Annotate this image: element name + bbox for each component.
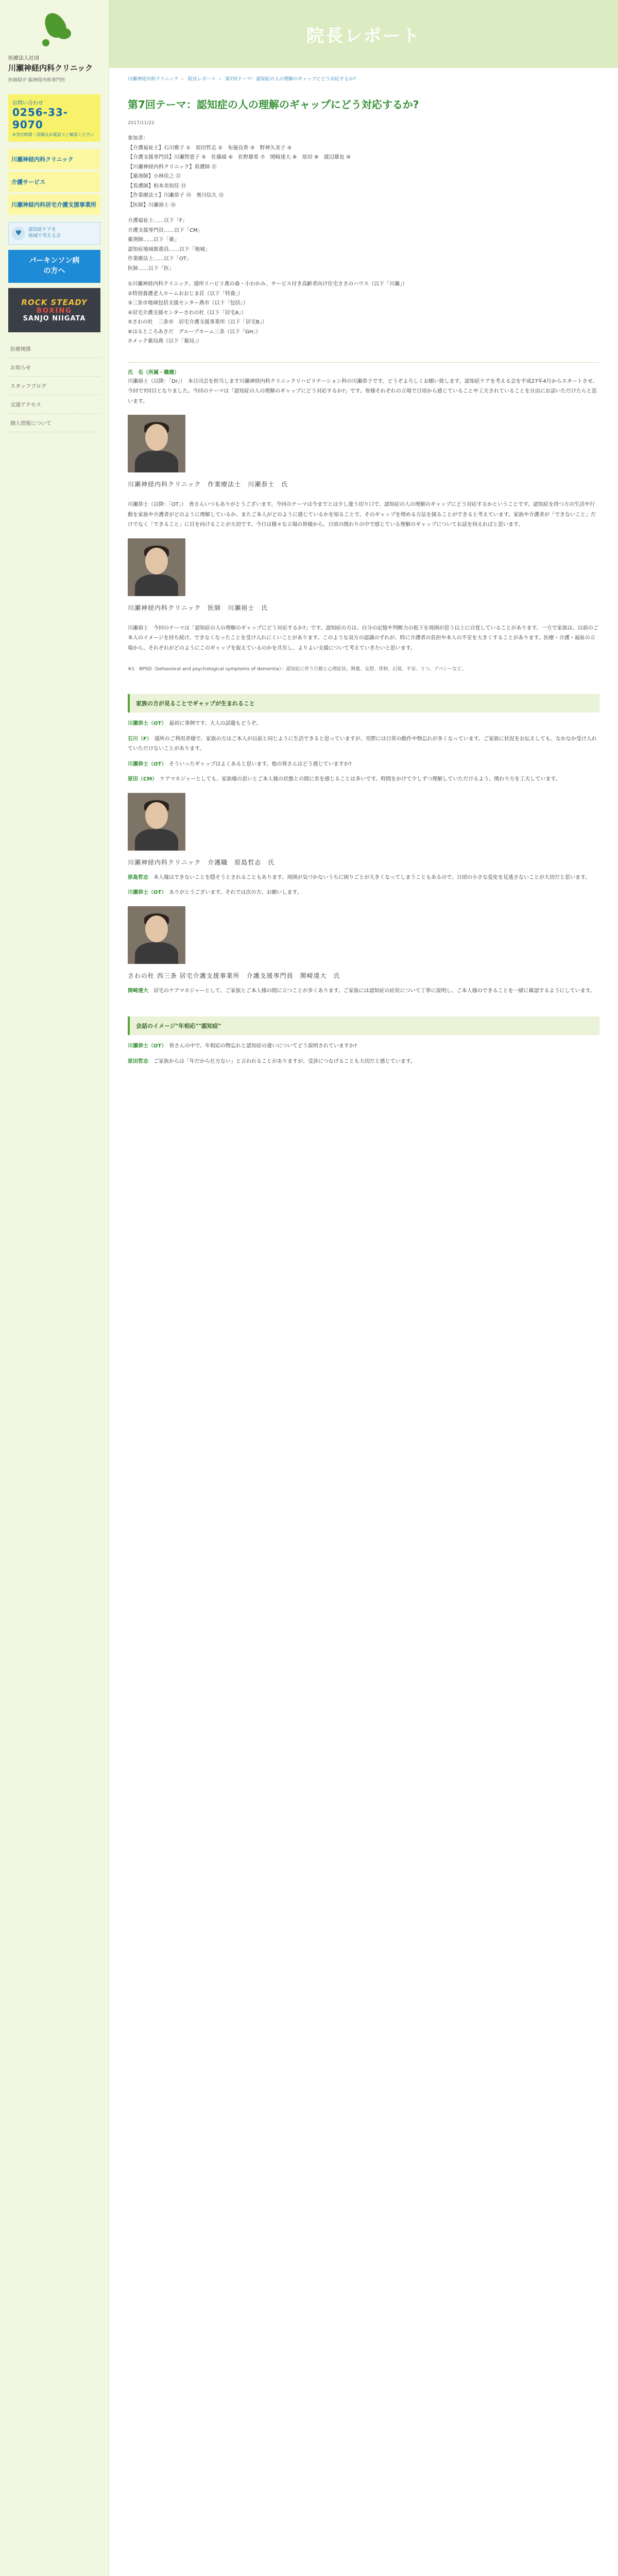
intro-line: 【介護福祉士】石川雅子 ① 原田哲志 ② 布施良香 ③ 野神久美子 ④ xyxy=(128,145,292,151)
speaker-photo xyxy=(128,538,185,596)
article-date: 2017/11/22 xyxy=(128,121,154,126)
speaker-section-1 xyxy=(128,368,599,489)
nav-item-clinic[interactable]: 川瀬神経内科クリニック xyxy=(8,149,100,172)
banner-rsb-line1: ROCK STEADY xyxy=(21,298,88,307)
intro-line: 認知症地域推進員……以下「地域」 xyxy=(128,246,210,252)
qa-text: 最初に事例です。大人の話題もどうぞ。 xyxy=(169,721,262,727)
intro-line: ⑥はるところあさだ グループホーム三条（以下「GH」） xyxy=(128,329,261,335)
sidebar xyxy=(0,0,109,2576)
speaker-section-2 xyxy=(128,500,599,612)
banner-rsb-line2: BOXING xyxy=(37,307,72,315)
intro-line: 【作業療法士】川瀬恭子 ⑭ 奥川信久 ⑮ xyxy=(128,193,224,198)
qa-block xyxy=(128,986,599,996)
intro-line: ⑤さわの杜 三条市 居宅介護支援事業所（以下「居宅B」） xyxy=(128,319,267,325)
intro-line: 介護支援専門員……以下「CM」 xyxy=(128,227,203,233)
footnote: ※1 BPSD（behavioral and psychological symptoms of dementia）：認知症に伴う行動と心理症状。興奮、妄想、徘徊、幻覚、不安、うつ、アパシーなど。 xyxy=(128,667,467,672)
speaker-photo xyxy=(128,415,185,472)
qa-text: 通所のご利用者様で、家族の方はご本人が以前と同じように生活できると思っていますが、実際には日常の動作や物忘れが多くなっています。ご家族に状況をお伝えしても、なかなか受け入れていただけないことがあります。 xyxy=(128,736,597,752)
banner-rsb-line3: SANJO NIIGATA xyxy=(23,315,86,323)
breadcrumb-sep-icon: › xyxy=(218,77,221,82)
phone-hours: ※受付時間・詳細はお電話でご確認ください xyxy=(12,132,94,137)
speaker-name: 川瀬神経内科クリニック 介護職 原島哲志 氏 xyxy=(128,858,275,866)
link-medical[interactable]: 医療関係 xyxy=(8,340,100,358)
phone-box[interactable] xyxy=(8,94,100,142)
breadcrumb-reports[interactable]: 院長レポート xyxy=(187,77,216,82)
banner-parkinson[interactable] xyxy=(8,250,100,283)
sub-links xyxy=(8,340,100,432)
speaker-name: 川瀬神経内科クリニック 医師 川瀬裕士 氏 xyxy=(128,604,268,612)
intro-line: 作業療法士……以下「OT」 xyxy=(128,256,192,262)
intro-list xyxy=(128,134,599,347)
phone-number[interactable]: 0256-33-9070 xyxy=(12,106,68,131)
intro-line: 【川瀬神経内科クリニック】看護師 ⑪ xyxy=(128,164,217,170)
heart-icon: ♥ xyxy=(12,227,25,240)
intro-line: ②特別養護老人ホームおおじま荘（以下「特養」） xyxy=(128,291,243,297)
speaker-name: 川瀬神経内科クリニック 作業療法士 川瀬恭士 氏 xyxy=(128,481,288,488)
intro-line: ①川瀬神経内科クリニック、通所リハビリ燕の森・小わかみ、サービス付き高齢者向け住宅ささのハウス（以下「川瀬」） xyxy=(128,281,407,287)
speaker-paragraph: 川瀬裕士（以降：「Dr」） 本日司会を担当します川瀬神経内科クリニックリハビリテーション科の川瀬恭子です。どうぞよろしくお願い致します。認知症ケアを考える会を平成27年4月からスタートさせ、今回で7回目となりました。今回のテーマは「認知症の人の理解のギャップにどう対応するか?」です。皆様それぞれの立場で日頃から感じていることや工夫されていることを自由にお話いただけたらと思います。 xyxy=(128,378,598,404)
section-heading: 家族の方が見ることでギャップが生まれること xyxy=(128,694,599,713)
qa-block xyxy=(128,719,599,785)
speaker-section-3 xyxy=(128,623,599,674)
clinic-logo xyxy=(34,9,75,50)
banner-rock-steady-boxing[interactable] xyxy=(8,288,100,332)
phone-label: お問い合わせ xyxy=(12,100,43,106)
intro-line: 医師……以下「医」 xyxy=(128,265,174,272)
speaker-name: さわの杜 西三条 居宅介護支援事業所 介護支援専門員 関崎達大 氏 xyxy=(128,972,340,979)
speaker-paragraph: 川瀬裕士 今回のテーマは「認知症の人の理解のギャップにどう対応するか?」です。認知症の方は、自分の記憶や判断力の低下を周囲が思う以上に自覚していることがあります。一方で家族は、以前のご本人のイメージを持ち続け、できなくなったことを受け入れにくいことがあります。このような双方の認識のずれが、時に介護者の負担や本人の不安を大きくすることがあります。医療・介護・福祉の立場から、それぞれがどのようにこのギャップを捉えているのかを共有し、よりよい支援について考えていきたいと思います。 xyxy=(128,625,598,651)
qa-speaker: 原田哲志 xyxy=(128,1058,148,1064)
banner-parkinson-line1: パーキンソン病 xyxy=(29,257,80,265)
link-privacy[interactable]: 個人情報について xyxy=(8,414,100,432)
intro-line: 薬剤師……以下「薬」 xyxy=(128,237,179,243)
qa-speaker: 原田（CM） xyxy=(128,776,155,783)
banner-parkinson-line2: の方へ xyxy=(43,267,65,275)
qa-block xyxy=(128,1041,599,1066)
qa-speaker: 川瀬恭士（OT） xyxy=(128,761,164,767)
breadcrumb xyxy=(109,68,618,82)
link-news[interactable]: お知らせ xyxy=(8,358,100,377)
qa-text: ケアマネジャーとしても、家族様の思いとご本人様の状態との間に差を感じることは多いです。時間をかけて少しずつ理解していただけるよう、関わり方を工夫しています。 xyxy=(160,776,561,783)
intro-line: ③三条市地域包括支援センター燕市（以下「包括」） xyxy=(128,300,248,306)
speaker-photo xyxy=(128,793,185,851)
intro-line: ④居宅介護支援センターさわの杜（以下「居宅A」） xyxy=(128,310,247,316)
qa-text: ありがとうございます。それでは次の方、お願いします。 xyxy=(169,890,302,896)
nav-item-care-office[interactable]: 川瀬神経内科居宅介護支援事業所 xyxy=(8,194,100,217)
qa-speaker: 関崎達大 xyxy=(128,988,148,994)
hero-banner xyxy=(109,0,618,68)
divider xyxy=(128,362,599,363)
speaker-heading: 氏 名（所属・職種） xyxy=(128,369,179,376)
intro-line: 【介護支援専門員】川瀬智恵子 ⑤ 佐藤綾 ⑥ 佐野雄希 ⑦ 関崎達大 ⑧ 原田 ⑨ 渡辺雄也 ⑩ xyxy=(128,155,351,160)
qa-text: 皆さんの中で、年相応の物忘れと認知症の違いについてどう説明されていますか? xyxy=(169,1043,357,1049)
intro-line: 【医師】川瀬裕士 ⑯ xyxy=(128,202,176,208)
article-title: 第7回テーマ：認知症の人の理解のギャップにどう対応するか? xyxy=(128,98,419,111)
speaker-photo xyxy=(128,906,185,964)
breadcrumb-home[interactable]: 川瀬神経内科クリニック xyxy=(128,77,179,82)
clinic-subtitle: 医師紹介 脳神経内科専門医 xyxy=(8,78,65,83)
qa-text: 居宅のケアマネジャーとして、ご家族とご本人様の間に立つことが多くあります。ご家族には認知症の症状について丁寧に説明し、ご本人様のできることを一緒に確認するようにしています。 xyxy=(153,988,595,994)
banner-dementia-care-text: 認知症ケアを 地域で考える会 xyxy=(28,227,61,239)
intro-line: 【薬剤師】小林佳之 ⑫ xyxy=(128,174,181,179)
corp-label: 医療法人社団 xyxy=(8,56,39,61)
clinic-name: 川瀬神経内科クリニック xyxy=(8,63,93,73)
banner-dementia-care[interactable] xyxy=(8,222,100,245)
section-heading: 会話のイメージ"年相応""認知症" xyxy=(128,1016,599,1035)
intro-line: ⑦メック薬局燕（以下「薬局」） xyxy=(128,338,202,344)
qa-speaker: 川瀬恭士（OT） xyxy=(128,890,164,896)
link-staff-blog[interactable]: スタッフブログ xyxy=(8,377,100,395)
qa-speaker: 川瀬恭士（OT） xyxy=(128,721,164,727)
article xyxy=(109,96,618,1066)
speaker-paragraph: 川瀬恭士（以降：「OT」） 皆さんいつもありがとうございます。今回のテーマは今までとは少し違う切り口で、認知症の人の理解のギャップにどう対応するかということです。認知症を持つ方の生活や行動を家族や介護者がどのように理解しているか、またご本人がどのように感じているかを知ることで、そのギャップを埋める方法を探ることができると考えています。家族や介護者が「できないこと」だけでなく「できること」に目を向けることが大切です。今日は様々な立場の皆様から、日頃の関わりの中で感じている理解のギャップについてお話を伺えればと思います。 xyxy=(128,502,596,528)
qa-text: ご家族からは「年だから仕方ない」と言われることがありますが、受診につなげることも大切だと感じています。 xyxy=(153,1058,416,1064)
qa-speaker: 川瀬恭士（OT） xyxy=(128,1043,164,1049)
hero-title: 院長レポート xyxy=(306,25,421,46)
intro-line: 【看護師】柏本美知佳 ⑬ xyxy=(128,183,186,189)
qa-text: 本人様はできないことを隠そうとされることもあります。周囲が気づかないうちに困りごとが大きくなってしまうこともあるので、日頃の小さな変化を見逃さないことが大切だと思います。 xyxy=(153,874,591,880)
breadcrumb-current: 第7回テーマ：認知症の人の理解のギャップにどう対応するか? xyxy=(225,77,356,82)
intro-line: 介護福祉士……以下「F」 xyxy=(128,218,187,224)
breadcrumb-sep-icon: › xyxy=(181,77,184,82)
qa-speaker: 石川（F） xyxy=(128,736,149,742)
qa-text: そういったギャップはよくあると思います。他の皆さんはどう感じていますか? xyxy=(169,761,352,767)
nav-item-care-service[interactable]: 介護サービス xyxy=(8,172,100,194)
logo-area[interactable] xyxy=(0,0,109,87)
qa-block xyxy=(128,873,599,898)
qa-speaker: 原島哲志 xyxy=(128,874,148,880)
link-access[interactable]: 交通アクセス xyxy=(8,395,100,414)
main-content xyxy=(109,0,618,2576)
intro-line: 参加者： xyxy=(128,135,148,141)
